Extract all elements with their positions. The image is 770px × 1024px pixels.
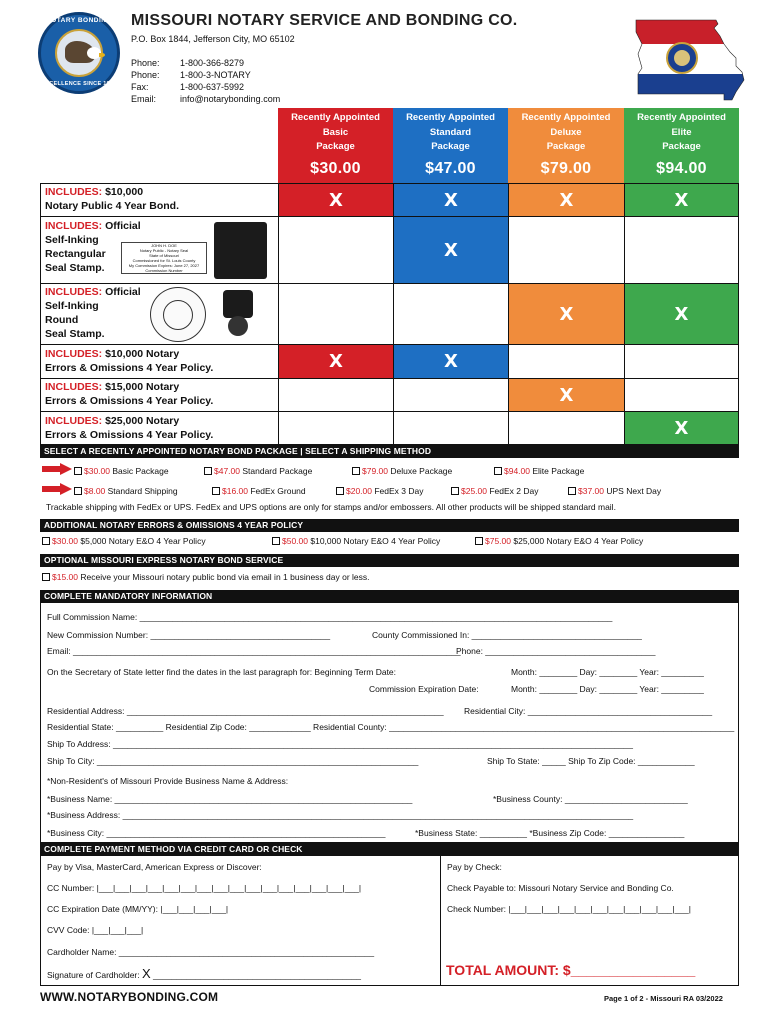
cvv-field[interactable]: CVV Code: |___|___|___| xyxy=(47,925,144,935)
phone-1: 1-800-366-8279 xyxy=(180,58,245,68)
mark-eo15-deluxe: X xyxy=(509,379,624,411)
cc-expiration-field[interactable]: CC Expiration Date (MM/YY): |___|___|___|___| xyxy=(47,904,229,914)
checkbox[interactable] xyxy=(212,487,220,495)
eo-option-5k[interactable]: $30.00 $5,000 Notary E&O 4 Year Policy xyxy=(42,536,206,546)
county-commissioned-field[interactable]: County Commissioned In: ____________________________________ xyxy=(372,630,642,640)
express-option[interactable]: $15.00 Receive your Missouri notary public bond via email in 1 business day or less. xyxy=(42,572,370,582)
section-payment-method: COMPLETE PAYMENT METHOD VIA CREDIT CARD OR CHECK xyxy=(40,843,739,856)
mark-eo25-elite: X xyxy=(625,412,738,444)
price-elite: $94.00 xyxy=(656,160,707,177)
new-commission-number-field[interactable]: New Commission Number: ______________________________________ xyxy=(47,630,331,640)
residential-address-field[interactable]: Residential Address: ___________________________________________________________________ xyxy=(47,706,444,716)
pay-by-check-label: Pay by Check: xyxy=(447,862,502,872)
round-stamp-device-icon xyxy=(223,290,253,318)
checkbox[interactable] xyxy=(494,467,502,475)
ship-option-fedex-3day[interactable]: $20.00 FedEx 3 Day xyxy=(336,486,424,496)
commission-expiration-label: Commission Expiration Date: xyxy=(369,684,479,694)
pkg-option-standard[interactable]: $47.00 Standard Package xyxy=(204,466,312,476)
phone-field[interactable]: Phone: ____________________________________ xyxy=(456,646,656,656)
seal-bottom-text: EXCELLENCE SINCE 1989 xyxy=(41,81,117,87)
checkbox[interactable] xyxy=(272,537,280,545)
business-address-field[interactable]: *Business Address: ____________________________________________________________________________________________________________ xyxy=(47,810,634,820)
residential-city-field[interactable]: Residential City: _______________________________________ xyxy=(464,706,713,716)
company-address: P.O. Box 1844, Jefferson City, MO 65102 xyxy=(131,34,295,44)
rectangular-stamp-impression: JOHN H. DOE Notary Public - Notary Seal State of Missouri Commissioned for St. Louis County My Commission Expires: June 27, 2027 Commission Number xyxy=(121,242,207,274)
total-amount-field[interactable]: TOTAL AMOUNT: $________________ xyxy=(446,962,696,978)
seal-top-text: NOTARY BONDING xyxy=(45,17,113,24)
checkbox[interactable] xyxy=(204,467,212,475)
non-resident-note: *Non-Resident's of Missouri Provide Business Name & Address: xyxy=(47,776,289,786)
row-round-stamp: INCLUDES: Official Self-Inking Round Seal Stamp. xyxy=(45,286,141,340)
row-eo-25k: INCLUDES: $25,000 Notary Errors & Omissions 4 Year Policy. xyxy=(45,415,214,441)
row-eo-10k: INCLUDES: $10,000 Notary Errors & Omissions 4 Year Policy. xyxy=(45,348,214,374)
pkg-option-elite[interactable]: $94.00 Elite Package xyxy=(494,466,584,476)
ship-option-fedex-2day[interactable]: $25.00 FedEx 2 Day xyxy=(451,486,539,496)
footer-website[interactable]: WWW.NOTARYBONDING.COM xyxy=(40,990,219,1004)
checkbox[interactable] xyxy=(451,487,459,495)
shipping-note: Trackable shipping with FedEx or UPS. FedEx and UPS options are only for stamps and/or embossers. All other products will be shipped standard mail. xyxy=(46,502,616,512)
cc-number-field[interactable]: CC Number: |___|___|___|___|___|___|___|___|___|___|___|___|___|___|___|___| xyxy=(47,883,362,893)
residential-state-zip-county-field[interactable]: Residential State: __________ Residential Zip Code: _____________ Residential County: _________________________________________________________________________ xyxy=(47,722,735,732)
footer-page-info: Page 1 of 2 - Missouri RA 03/2022 xyxy=(604,994,723,1003)
sos-beginning-term-label: On the Secretary of State letter find the dates in the last paragraph for: Beginning Term Date: xyxy=(47,667,397,677)
missouri-flag-map-icon xyxy=(632,14,750,106)
pkg-option-basic[interactable]: $30.00 Basic Package xyxy=(74,466,169,476)
eo-option-25k[interactable]: $75.00 $25,000 Notary E&O 4 Year Policy xyxy=(475,536,643,546)
package-header-standard[interactable]: Recently Appointed Standard Package $47.00 xyxy=(393,108,508,183)
phone-2: 1-800-3-NOTARY xyxy=(180,70,251,80)
beginning-term-date-field[interactable]: Month: ________ Day: ________ Year: _________ xyxy=(511,667,704,677)
checkbox[interactable] xyxy=(74,467,82,475)
row-bond: INCLUDES: $10,000 Notary Public 4 Year Bond. xyxy=(45,186,180,212)
arrow-right-icon xyxy=(42,463,72,475)
full-commission-name-field[interactable]: Full Commission Name: ____________________________________________________________________________________________________ xyxy=(47,612,613,622)
price-deluxe: $79.00 xyxy=(540,160,592,177)
mark-bond-basic: X xyxy=(279,184,393,216)
ship-to-address-field[interactable]: Ship To Address: ______________________________________________________________________________________________________________ xyxy=(47,739,633,749)
round-stamp-impression xyxy=(150,287,206,342)
mark-bond-standard: X xyxy=(394,184,508,216)
email-field[interactable]: Email: __________________________________________________________________________________ xyxy=(47,646,461,656)
checkbox[interactable] xyxy=(475,537,483,545)
section-express-service: OPTIONAL MISSOURI EXPRESS NOTARY BOND SERVICE xyxy=(40,554,739,567)
business-name-field[interactable]: *Business Name: _______________________________________________________________ xyxy=(47,794,413,804)
rectangular-stamp-device-icon xyxy=(214,222,267,279)
ship-option-fedex-ground[interactable]: $16.00 FedEx Ground xyxy=(212,486,306,496)
checkbox[interactable] xyxy=(74,487,82,495)
email: info@notarybonding.com xyxy=(180,94,281,104)
notary-bonding-seal-logo xyxy=(38,12,120,94)
section-eo-policy: ADDITIONAL NOTARY ERRORS & OMISSIONS 4 YEAR POLICY xyxy=(40,519,739,532)
commission-expiration-date-field[interactable]: Month: ________ Day: ________ Year: _________ xyxy=(511,684,704,694)
price-standard: $47.00 xyxy=(425,160,476,177)
checkbox[interactable] xyxy=(568,487,576,495)
row-eo-15k: INCLUDES: $15,000 Notary Errors & Omissions 4 Year Policy. xyxy=(45,381,214,407)
package-header-elite[interactable]: Recently Appointed Elite Package $94.00 xyxy=(624,108,739,183)
mark-eo10-standard: X xyxy=(394,345,508,378)
business-city-field[interactable]: *Business City: ___________________________________________________________ xyxy=(47,828,386,838)
ship-to-state-zip-field[interactable]: Ship To State: _____ Ship To Zip Code: ____________ xyxy=(487,756,695,766)
mark-bond-elite: X xyxy=(625,184,738,216)
fax: 1-800-637-5992 xyxy=(180,82,245,92)
mark-bond-deluxe: X xyxy=(509,184,624,216)
package-header-deluxe[interactable]: Recently Appointed Deluxe Package $79.00 xyxy=(508,108,624,183)
check-number-field[interactable]: Check Number: |___|___|___|___|___|___|___|___|___|___|___| xyxy=(447,904,691,914)
check-payable-note: Check Payable to: Missouri Notary Service and Bonding Co. xyxy=(447,883,674,893)
contact-block: Phone: 1-800-366-8279 Phone: 1-800-3-NOTARY Fax: 1-800-637-5992 Email: info@notarybonding.com xyxy=(131,58,281,104)
arrow-right-icon xyxy=(42,483,72,495)
company-title: MISSOURI NOTARY SERVICE AND BONDING CO. xyxy=(131,12,518,29)
business-county-field[interactable]: *Business County: __________________________ xyxy=(493,794,688,804)
mark-rect-standard: X xyxy=(394,217,508,283)
checkbox[interactable] xyxy=(42,573,50,581)
business-state-zip-field[interactable]: *Business State: __________ *Business Zip Code: ________________ xyxy=(415,828,685,838)
pay-by-card-label: Pay by Visa, MasterCard, American Express or Discover: xyxy=(47,862,262,872)
eo-option-10k[interactable]: $50.00 $10,000 Notary E&O 4 Year Policy xyxy=(272,536,440,546)
mark-round-elite: X xyxy=(625,284,738,344)
pkg-option-deluxe[interactable]: $79.00 Deluxe Package xyxy=(352,466,452,476)
signature-field[interactable]: Signature of Cardholder: X ____________________________________________ xyxy=(47,966,362,981)
cardholder-name-field[interactable]: Cardholder Name: ______________________________________________________ xyxy=(47,947,375,957)
mark-eo10-basic: X xyxy=(279,345,393,378)
row-rect-stamp: INCLUDES: Official Self-Inking Rectangular Seal Stamp. xyxy=(45,220,141,274)
ship-option-standard[interactable]: $8.00 Standard Shipping xyxy=(74,486,178,496)
checkbox[interactable] xyxy=(336,487,344,495)
ship-to-city-field[interactable]: Ship To City: ____________________________________________________________________ xyxy=(47,756,419,766)
ship-option-ups-next-day[interactable]: $37.00 UPS Next Day xyxy=(568,486,661,496)
section-select-package: SELECT A RECENTLY APPOINTED NOTARY BOND PACKAGE | SELECT A SHIPPING METHOD xyxy=(40,445,739,458)
package-header-basic[interactable]: Recently Appointed Basic Package $30.00 xyxy=(278,108,393,183)
checkbox[interactable] xyxy=(352,467,360,475)
price-basic: $30.00 xyxy=(310,160,361,177)
section-mandatory-info: COMPLETE MANDATORY INFORMATION xyxy=(40,590,739,603)
mark-round-deluxe: X xyxy=(509,284,624,344)
checkbox[interactable] xyxy=(42,537,50,545)
